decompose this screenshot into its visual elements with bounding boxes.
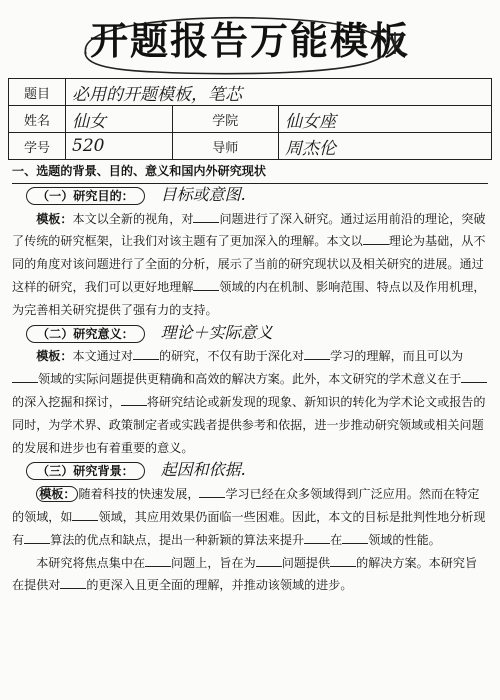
purpose-paragraph — [12, 208, 488, 322]
purpose-text-1: 本文以全新的视角，对 — [72, 211, 194, 226]
blank-line — [256, 554, 282, 567]
background-text-10: 的解决方案。本研究旨在提供对 — [12, 555, 478, 593]
blank-line — [133, 347, 159, 360]
blank-line — [461, 370, 487, 383]
background-text-3: 领域，其应用效果仍面临一些困难。因此，本文的目标是批判性地分析现有 — [12, 509, 486, 547]
significance-paragraph — [12, 345, 488, 459]
blank-line — [342, 531, 368, 544]
blank-line — [12, 370, 38, 383]
background-paragraph-1 — [12, 483, 488, 551]
blank-line — [193, 278, 219, 291]
purpose-text-2: 问题进行了深入研究。通过运用前沿的理论，突破了传统的研究框架，让我们对该主题有了更加深入的理解。本文以 — [12, 211, 486, 249]
significance-heading-row — [12, 322, 488, 346]
blank-line — [330, 554, 356, 567]
blank-line — [304, 347, 330, 360]
purpose-handwritten-note: 目标或意图. — [160, 184, 246, 204]
section-heading: 一、选题的背景、目的、意义和国内外研究现状 — [12, 160, 488, 184]
college-value: 仙女座 — [279, 106, 492, 133]
purpose-text-3: 理论为基础，从不同的角度对该问题进行了全面的分析，展示了当前的研究现状以及相关研究的进展。通过这样的研究，我们可以更好地理解 — [12, 234, 486, 294]
significance-handwritten-note: 理论＋实际意义 — [160, 322, 273, 342]
blank-line — [24, 531, 50, 544]
advisor-value: 周杰伦 — [279, 133, 492, 160]
background-text-4: 算法的优点和缺点，提出一种新颖的算法来提升 — [50, 532, 305, 547]
student-id-value: 520 — [66, 133, 173, 160]
purpose-text-4: 领域的内在机制、影响范围、特点以及作用机理，为完善相关研究提供了强有力的支持。 — [12, 279, 486, 317]
blank-line — [199, 485, 225, 498]
star-doodle-icon — [384, 30, 406, 56]
significance-heading: （二）研究意义： — [26, 325, 145, 343]
document-body — [12, 160, 488, 597]
background-text-7: 本研究将焦点集中在 — [36, 555, 146, 570]
background-text-8: 问题上，旨在为 — [171, 555, 256, 570]
background-heading: （三）研究背景： — [26, 462, 145, 480]
student-id-label: 学号 — [9, 133, 66, 160]
page-title: 开题报告万能模板 — [89, 19, 410, 63]
significance-text-4: 领域的实际问题提供更精确和高效的解决方案。此外，本文研究的学术意义在于 — [38, 372, 462, 387]
name-value: 仙女 — [66, 106, 173, 133]
background-paragraph-2 — [12, 552, 488, 598]
background-text-9: 问题提供 — [281, 555, 331, 570]
topic-label: 题目 — [9, 79, 66, 106]
blank-line — [72, 508, 98, 521]
background-handwritten-note: 起因和依据. — [160, 460, 246, 480]
background-heading-row — [12, 459, 488, 483]
background-text-5: 在 — [330, 532, 343, 547]
background-text-11: 的更深入且更全面的理解，并推动该领域的进步。 — [86, 578, 353, 593]
purpose-heading-row — [12, 184, 488, 208]
blank-line — [363, 232, 389, 245]
background-text-2: 学习已经在众多领域得到广泛应用。然而在特定的领域，如 — [12, 487, 480, 524]
background-text-1: 随着科技的快速发展， — [78, 487, 200, 502]
significance-text-2: 的研究，不仅有助于深化对 — [158, 349, 305, 364]
significance-text-3: 学习的理解，而且可以为 — [330, 349, 464, 364]
blank-line — [121, 393, 147, 406]
topic-value: 必用的开题模板，笔芯 — [66, 79, 492, 106]
significance-text-5: 的深入挖掘和探讨， — [12, 394, 121, 409]
significance-text-6: 将研究结论或新发现的现象、新知识的转化为学术论文或报告的同时，为学术界、政策制定者或实践者提供参考和依据，进一步推动研究领域或相关问题的发展和进步也有着重要的意义。 — [12, 394, 486, 455]
template-label: 模板： — [36, 486, 78, 502]
significance-text-1: 本文通过对 — [72, 349, 133, 364]
name-label: 姓名 — [9, 106, 66, 133]
template-label: 模板： — [36, 211, 73, 226]
purpose-heading: （一）研究目的： — [26, 187, 145, 205]
college-label: 学院 — [172, 106, 279, 133]
background-text-6: 领域的性能。 — [368, 532, 441, 547]
blank-line — [60, 576, 86, 589]
blank-line — [145, 554, 171, 567]
blank-line — [304, 531, 330, 544]
template-label: 模板： — [36, 349, 73, 364]
advisor-label: 导师 — [172, 133, 279, 160]
info-table — [8, 78, 492, 160]
blank-line — [193, 210, 219, 223]
